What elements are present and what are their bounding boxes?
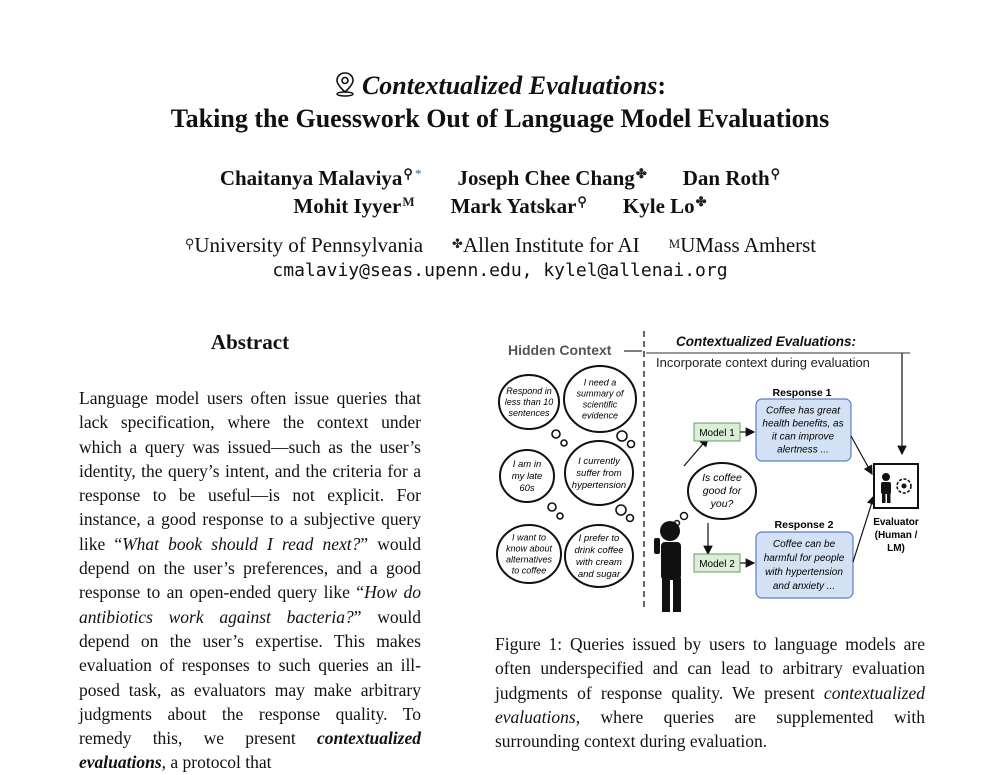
affiliation-mark: ✤: [452, 236, 463, 251]
affiliation-mark: ⚲: [184, 236, 195, 251]
title-colon: :: [657, 71, 667, 100]
author-emails: cmalaviy@seas.upenn.edu, kylel@allenai.org: [272, 260, 728, 281]
affiliation-mark: ⚲: [770, 166, 781, 181]
thought-bubble: [497, 525, 561, 583]
affiliation-mark: ✤: [695, 194, 707, 209]
author-name: Dan Roth⚲: [682, 166, 781, 190]
svg-text:Coffee has greathealth benefit: Coffee has great health benefits, as it can improve alertness ...: [762, 405, 844, 456]
contextualized-evaluations-label: Contextualized Evaluations:: [676, 334, 857, 349]
model-1-label: Model 1: [699, 428, 735, 439]
affiliation-mark: ⚲: [577, 194, 587, 209]
svg-text:I am inmy late60s: I am in my late 60s: [511, 459, 543, 494]
thought-bubble: [564, 366, 636, 448]
thought-bubble: [565, 441, 634, 522]
affiliation-mark: M: [668, 236, 681, 251]
author-name: Kyle Lo✤: [622, 194, 707, 218]
svg-text:Is coffeegood foryou?: Is coffee good for you?: [702, 472, 742, 510]
thought-bubble: [499, 375, 567, 446]
thought-bubble: [500, 450, 563, 519]
figure-1-diagram: [494, 326, 934, 616]
affiliation: ✤Allen Institute for AI: [452, 233, 640, 257]
author-name: Chaitanya Malaviya⚲ *: [219, 166, 422, 190]
user-figure-icon: [654, 521, 681, 612]
paper-title-line2: Taking the Guesswork Out of Language Model Evaluations: [170, 104, 830, 133]
author-name: Joseph Chee Chang✤: [457, 166, 647, 190]
affiliation: MUMass Amherst: [668, 233, 817, 257]
abstract-heading: Abstract: [210, 330, 290, 354]
context-subtitle: Incorporate context during evaluation: [656, 355, 870, 370]
title-emphasis: Contextualized Evaluations: [361, 71, 658, 100]
svg-text:Respond inless than 10sentence: Respond in less than 10 sentences: [504, 386, 554, 418]
hidden-context-label: Hidden Context: [508, 342, 612, 358]
abstract-text: Language model users often issue queries that lack specification, where the context under which a query was issued—such as the user’s identity, the query’s intent, and the criteria for a response to be useful—is not explicit. For instance, a good response to a subjective query like “What book should I read next?” would depend on the user’s preferences, and a good response to an open-ended query like “How do antibiotics work against bacteria?” would depend on the user’s expertise. This makes evaluation of responses to such queries an ill-posed task, as evaluators may make arbitrary judgments about the response quality. To remedy this, we present contextualized evaluations, a protocol that: [79, 388, 421, 773]
model-2-label: Model 2: [699, 559, 735, 570]
svg-text:Evaluator(Human /LM): Evaluator (Human / LM): [873, 517, 919, 554]
svg-text:I prefer todrink coffeewith cr: I prefer to drink coffee with cream and sugar: [574, 533, 624, 580]
author-name: Mohit Iyyer$^M$: [293, 194, 415, 218]
svg-text:I currentlysuffer fromhyperten: I currently suffer from hypertension: [571, 456, 627, 491]
response-2-label: Response 2: [774, 519, 834, 531]
affiliation-mark: ⚲: [403, 166, 413, 181]
affiliation: ⚲University of Pennsylvania: [184, 233, 424, 257]
response-1-label: Response 1: [772, 387, 832, 399]
question-bubble: [675, 463, 757, 526]
map-pin-icon: [334, 71, 356, 97]
affiliation-mark: ✤: [635, 166, 647, 181]
author-row-2: [0, 188, 1000, 220]
paper-title-line1: [0, 70, 1000, 102]
svg-text:I want toknow aboutalternative: I want to know about alternatives to coffee: [505, 532, 553, 576]
figure-caption: Figure 1: Queries issued by users to language models are often underspecified and can lead to arbitrary evaluation judgments of response quality. We present contextualized evaluations, where queries are supplemented with surrounding context during evaluation.: [495, 634, 925, 752]
thought-bubble: [565, 525, 633, 587]
svg-text:I need asummary ofscientificev: I need a summary of scientific evidence: [576, 377, 624, 421]
affiliation-mark: M: [402, 194, 415, 209]
svg-text:Coffee can beharmful for peopl: Coffee can be harmful for people with hypertension and anxiety ...: [763, 539, 845, 592]
affiliations: [0, 231, 1000, 258]
author-name: Mark Yatskar⚲: [450, 194, 587, 218]
